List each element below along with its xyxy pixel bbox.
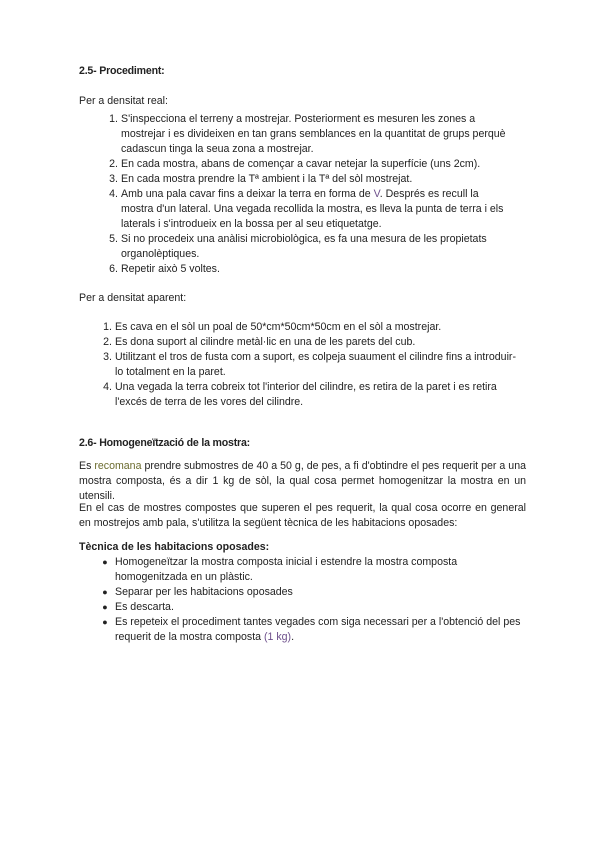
step-text: Utilitzant el tros de fusta com a suport, es colpeja suaument el cilindre fins a introduir-lo totalment en la paret. [115, 351, 516, 378]
step-text: Si no procedeix una anàlisi microbiològica, es fa una mesura de les propietats organolèptiques. [121, 233, 487, 260]
list-item: 3. En cada mostra prendre la Tª ambient i la Tª del sòl mostrejat. [109, 173, 413, 185]
paragraph-text-before: Es [79, 460, 95, 472]
real-density-intro: Per a densitat real: [79, 95, 168, 107]
list-item: 6. Repetir això 5 voltes. [109, 263, 220, 275]
list-item: 4. Amb una pala cavar fins a deixar la terra en forma de V. Després es recull la mostra d'un lateral. Una vegada recollida la mostra, es lleva la punta de terra i els laterals i s'introdueix en la bossa per al seu etiquetatge. [109, 188, 504, 230]
list-item: 3. Utilitzant el tros de fusta com a suport, es colpeja suaument el cilindre fins a introduir-lo totalment en la paret. [103, 351, 516, 378]
step-text-after: . Després es recull la mostra d'un lateral. Una vegada recollida la mostra, es lleva la punta de terra i els laterals i s'introdueix en la bossa per al seu etiquetatge. [121, 188, 504, 230]
step-highlight-v: V [373, 188, 380, 200]
list-item: 2. En cada mostra, abans de començar a cavar netejar la superfície (uns 2cm). [109, 158, 481, 170]
list-item [102, 555, 525, 585]
bullet-icon: ● [102, 617, 108, 627]
item-text: Separar per les habitacions oposades [115, 586, 293, 598]
bullet-icon: ● [102, 602, 108, 612]
list-item: 1. S'inspecciona el terreny a mostrejar. Posteriorment es mesuren les zones a mostrejar i es divideixen en tan grans semblances en la quantitat de grups perquè cadascun tinga la seua zona a mostrejar. [109, 113, 506, 155]
list-item: 2. Es dona suport al cilindre metàl·lic en una de les parets del cub. [103, 336, 416, 348]
step-text: S'inspecciona el terreny a mostrejar. Posteriorment es mesuren les zones a mostrejar i es divideixen en tan grans semblances en la quantitat de grups perquè cadascun tinga la seua zona a mostrejar. [121, 113, 506, 155]
paragraph-mostres-compostes: En el cas de mostres compostes que superen el pes requerit, la qual cosa ocorre en general en mostrejos amb pala, s'utilitza la següent tècnica de les habitacions oposades: [79, 502, 526, 529]
highlight-recomana: recomana [94, 460, 142, 472]
step-text: Una vegada la terra cobreix tot l'interior del cilindre, es retira de la paret i es retira l'excés de terra de les vores del cilindre. [115, 381, 497, 408]
step-text-before: Amb una pala cavar fins a deixar la terra en forma de [121, 188, 374, 200]
list-item: 5. Si no procedeix una anàlisi microbiològica, es fa una mesura de les propietats organolèptiques. [109, 233, 487, 260]
apparent-density-intro: Per a densitat aparent: [79, 292, 187, 304]
item-text-after: . [291, 631, 295, 643]
step-text: Repetir això 5 voltes. [121, 263, 220, 275]
technique-list [102, 555, 525, 645]
highlight-1kg: (1 kg) [263, 631, 292, 643]
list-item [102, 615, 525, 645]
step-text: En cada mostra prendre la Tª ambient i la Tª del sòl mostrejat. [121, 173, 413, 185]
apparent-density-steps [103, 320, 517, 410]
item-text-before: Es repeteix el procediment tantes vegades com siga necessari per a l'obtenció del pes requerit de la mostra composta [115, 616, 521, 643]
paragraph-text-after: prendre submostres de 40 a 50 g, de pes, a fi d'obtindre el pes requerit per a una mostra composta, és a dir 1 kg de sòl, la qual cosa permet homogenitzar la mostra en un utensili. [79, 460, 526, 502]
step-text: Es dona suport al cilindre metàl·lic en una de les parets del cub. [115, 336, 416, 348]
technique-title: Tècnica de les habitacions oposades: [79, 541, 270, 553]
bullet-icon: ● [102, 587, 108, 597]
list-item [102, 585, 525, 600]
step-text: Es cava en el sòl un poal de 50*cm*50cm*50cm en el sòl a mostrejar. [115, 321, 442, 333]
item-text: Es descarta. [115, 601, 174, 613]
step-text: En cada mostra, abans de començar a cavar netejar la superfície (uns 2cm). [121, 158, 481, 170]
bullet-icon: ● [102, 557, 108, 567]
list-item: 4. Una vegada la terra cobreix tot l'interior del cilindre, es retira de la paret i es retira l'excés de terra de les vores del cilindre. [103, 381, 497, 408]
section-heading-homogeneitzacio: 2.6- Homogeneïtzació de la mostra: [79, 437, 250, 449]
list-item [102, 600, 525, 615]
list-item: 1. Es cava en el sòl un poal de 50*cm*50cm*50cm en el sòl a mostrejar. [103, 321, 442, 333]
section-heading-procediment: 2.5- Procediment: [79, 65, 165, 77]
item-text: Homogeneïtzar la mostra composta inicial i estendre la mostra composta homogenitzada en un plàstic. [115, 556, 458, 583]
paragraph-submostres [79, 459, 526, 504]
real-density-steps [109, 112, 511, 277]
